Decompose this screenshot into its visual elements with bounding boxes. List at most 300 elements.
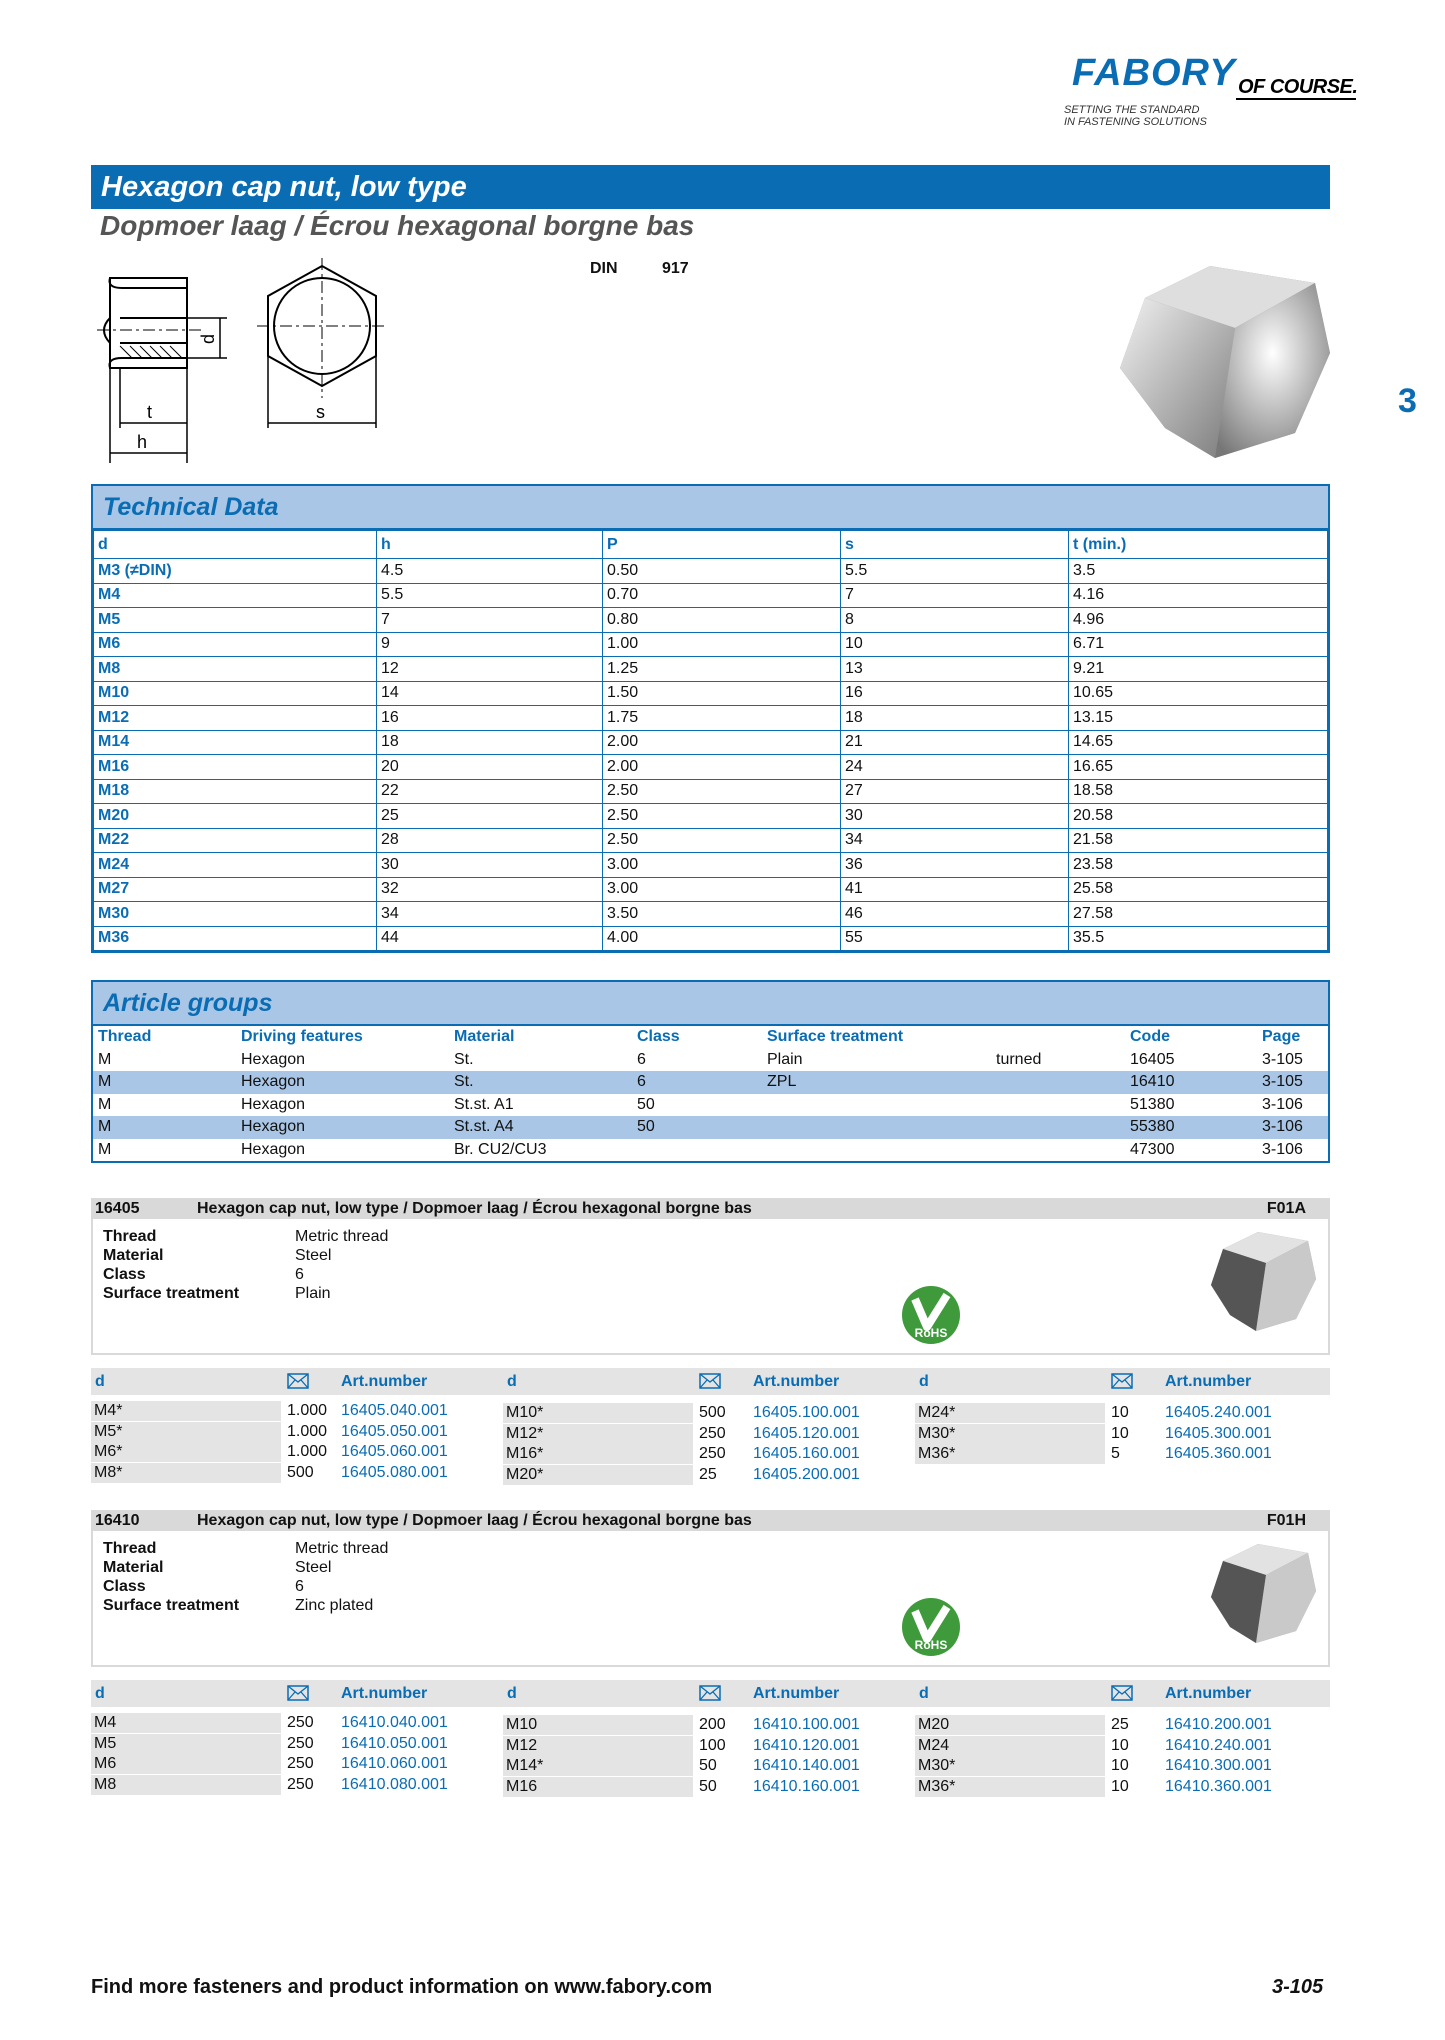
article-number-link[interactable]: 16410.100.001 <box>753 1716 860 1733</box>
fabory-logo <box>1062 52 1362 132</box>
page-title: Hexagon cap nut, low type <box>91 165 1330 209</box>
article-number-link[interactable]: 16405.360.001 <box>1165 1445 1272 1462</box>
quantity-cell: 10 <box>1111 1404 1129 1421</box>
table-cell: 7 <box>841 583 1069 608</box>
technical-data-section <box>91 484 1330 953</box>
table-cell: St. <box>454 1050 474 1068</box>
table-cell: 44 <box>377 926 603 951</box>
table-cell: 6.71 <box>1069 632 1328 657</box>
table-cell: M22 <box>94 828 377 853</box>
article-number-link[interactable]: 16405.160.001 <box>753 1445 860 1462</box>
table-cell: 3-105 <box>1257 1071 1328 1094</box>
quantity-cell: 250 <box>287 1775 314 1793</box>
column-label-d: d <box>507 1373 517 1390</box>
article-number-link[interactable]: 16405.300.001 <box>1165 1424 1272 1442</box>
table-row <box>94 902 1328 927</box>
table-cell: 3.00 <box>603 853 841 878</box>
article-column-header <box>503 1368 915 1395</box>
table-cell: M20 <box>94 804 377 829</box>
article-number-link[interactable]: 16410.300.001 <box>1165 1757 1272 1774</box>
size-cell: M8 <box>91 1775 281 1795</box>
table-cell: 16.65 <box>1069 755 1328 780</box>
spec-key: Surface treatment <box>103 1285 240 1302</box>
table-cell <box>991 1139 1125 1162</box>
table-row[interactable] <box>93 1116 1328 1139</box>
table-row <box>94 779 1328 804</box>
table-cell: 2.50 <box>603 804 841 829</box>
nut-photo <box>1115 258 1335 468</box>
table-cell: 10.65 <box>1069 681 1328 706</box>
table-cell: M16 <box>94 755 377 780</box>
drawing-label-d: d <box>198 333 218 344</box>
article-number-link[interactable]: 16410.160.001 <box>753 1777 860 1795</box>
quantity-cell: 10 <box>1111 1757 1129 1774</box>
table-cell: 3-105 <box>1262 1050 1303 1068</box>
table-cell: Plain <box>767 1050 803 1068</box>
table-cell: 2.50 <box>603 828 841 853</box>
quantity-cell: 250 <box>287 1714 314 1731</box>
column-header: Material <box>454 1028 515 1046</box>
table-cell: M3 (≠DIN) <box>94 559 377 584</box>
quantity-cell: 250 <box>699 1445 726 1462</box>
column-label-art: Art.number <box>341 1373 428 1390</box>
article-number-link[interactable]: 16405.200.001 <box>753 1465 860 1483</box>
spec-value: 6 <box>295 1578 304 1595</box>
article-column-header <box>91 1680 503 1707</box>
size-cell: M4 <box>91 1713 281 1733</box>
table-cell: 1.00 <box>603 632 841 657</box>
table-cell: M8 <box>94 657 377 682</box>
technical-data-table <box>93 530 1328 951</box>
table-cell: M14 <box>94 730 377 755</box>
table-cell: 9 <box>377 632 603 657</box>
table-cell: 2.00 <box>603 755 841 780</box>
quantity-cell: 1.000 <box>287 1443 328 1460</box>
size-cell: M6 <box>91 1754 281 1774</box>
table-cell <box>762 1094 991 1117</box>
size-cell: M24 <box>915 1736 1105 1756</box>
spec-value: Metric thread <box>295 1228 389 1245</box>
table-cell: 51380 <box>1130 1095 1175 1113</box>
table-cell <box>991 1071 1125 1094</box>
table-cell: 30 <box>377 853 603 878</box>
table-row <box>94 853 1328 878</box>
table-cell: M <box>93 1116 236 1139</box>
table-cell: 14 <box>377 681 603 706</box>
table-cell: M6 <box>94 632 377 657</box>
table-row <box>94 926 1328 951</box>
table-cell: 21 <box>841 730 1069 755</box>
table-cell: Hexagon <box>241 1050 306 1068</box>
envelope-icon <box>699 1685 721 1701</box>
table-cell: 46 <box>841 902 1069 927</box>
table-cell: 10 <box>841 632 1069 657</box>
table-cell: 50 <box>637 1095 655 1113</box>
table-cell: 2.50 <box>603 779 841 804</box>
table-cell: Br. CU2/CU3 <box>454 1140 547 1158</box>
article-number-link[interactable]: 16410.050.001 <box>341 1734 448 1752</box>
table-cell: M30 <box>94 902 377 927</box>
table-cell: 18 <box>377 730 603 755</box>
column-header: Surface treatment <box>767 1028 904 1046</box>
table-cell <box>762 1116 991 1139</box>
column-header: h <box>377 531 603 559</box>
table-cell: 35.5 <box>1069 926 1328 951</box>
table-cell: 1.25 <box>603 657 841 682</box>
column-header: Thread <box>98 1028 152 1046</box>
size-cell: M30* <box>915 1756 1105 1776</box>
product-title: Hexagon cap nut, low type / Dopmoer laag / Écrou hexagonal borgne bas <box>197 1200 752 1217</box>
column-header: Page <box>1262 1028 1301 1046</box>
table-cell: M18 <box>94 779 377 804</box>
size-cell: M36* <box>915 1777 1105 1797</box>
table-cell: 22 <box>377 779 603 804</box>
drawing-label-h: h <box>137 432 148 452</box>
table-cell: 0.50 <box>603 559 841 584</box>
column-label-art: Art.number <box>1165 1373 1252 1390</box>
size-cell: M8* <box>91 1463 281 1483</box>
table-cell: 4.5 <box>377 559 603 584</box>
table-cell: 50 <box>632 1116 762 1139</box>
column-header: s <box>841 531 1069 559</box>
article-groups-table <box>93 1026 1328 1161</box>
table-cell <box>991 1116 1125 1139</box>
table-cell: 25 <box>377 804 603 829</box>
table-cell <box>762 1139 991 1162</box>
column-label-d: d <box>95 1685 105 1702</box>
table-cell: St.st. A4 <box>449 1116 632 1139</box>
table-cell: Hexagon <box>241 1095 306 1113</box>
table-cell: 5.5 <box>377 583 603 608</box>
table-cell: 1.75 <box>603 706 841 731</box>
spec-value: Metric thread <box>295 1540 389 1557</box>
page-number: 3-105 <box>1272 1976 1324 1998</box>
table-cell: 36 <box>841 853 1069 878</box>
table-row[interactable] <box>93 1139 1328 1162</box>
article-number-link[interactable]: 16410.240.001 <box>1165 1736 1272 1754</box>
table-cell: 27.58 <box>1069 902 1328 927</box>
table-cell: 0.70 <box>603 583 841 608</box>
size-cell: M16* <box>503 1444 693 1464</box>
article-number-link[interactable]: 16405.050.001 <box>341 1422 448 1440</box>
drawing-label-s: s <box>316 402 325 422</box>
table-cell: 23.58 <box>1069 853 1328 878</box>
product-nut-photo <box>1208 1227 1318 1337</box>
article-number-link[interactable]: 16410.140.001 <box>753 1757 860 1774</box>
table-row[interactable] <box>93 1071 1328 1094</box>
column-label-d: d <box>95 1373 105 1390</box>
column-label-d: d <box>507 1685 517 1702</box>
spec-key: Thread <box>103 1228 157 1245</box>
table-cell: 30 <box>841 804 1069 829</box>
table-cell: 3.50 <box>603 902 841 927</box>
table-cell: M5 <box>94 608 377 633</box>
article-number-link[interactable]: 16405.040.001 <box>341 1402 448 1419</box>
size-cell: M14* <box>503 1756 693 1776</box>
table-cell: 3-106 <box>1262 1140 1303 1158</box>
table-cell: turned <box>996 1050 1042 1068</box>
article-number-link[interactable]: 16405.060.001 <box>341 1443 448 1460</box>
article-number-link[interactable]: 16410.040.001 <box>341 1714 448 1731</box>
spec-key: Class <box>103 1266 146 1283</box>
article-number-link[interactable]: 16410.120.001 <box>753 1736 860 1754</box>
table-cell <box>991 1094 1125 1117</box>
table-row <box>94 583 1328 608</box>
size-cell: M20 <box>915 1715 1105 1735</box>
article-column-header <box>915 1680 1330 1707</box>
table-cell: 27 <box>841 779 1069 804</box>
article-column-header <box>503 1680 915 1707</box>
quantity-cell: 25 <box>1111 1716 1129 1733</box>
table-cell: 18.58 <box>1069 779 1328 804</box>
table-cell: 1.50 <box>603 681 841 706</box>
article-groups-heading: Article groups <box>93 982 1328 1026</box>
quantity-cell: 10 <box>1111 1736 1129 1754</box>
table-cell: M4 <box>94 583 377 608</box>
quantity-cell: 10 <box>1111 1777 1129 1795</box>
table-cell: 16 <box>377 706 603 731</box>
quantity-cell: 5 <box>1111 1445 1120 1462</box>
size-cell: M12 <box>503 1736 693 1756</box>
table-cell: 6 <box>637 1050 646 1068</box>
din-label: DIN <box>590 260 618 277</box>
table-cell: M <box>93 1071 236 1094</box>
table-cell <box>632 1139 762 1162</box>
product-header <box>91 1198 1330 1219</box>
table-cell: M27 <box>94 877 377 902</box>
quantity-cell: 50 <box>699 1777 717 1795</box>
envelope-icon <box>1111 1685 1133 1701</box>
table-cell: 25.58 <box>1069 877 1328 902</box>
article-column-header <box>915 1368 1330 1395</box>
table-cell: 14.65 <box>1069 730 1328 755</box>
table-cell: 3.00 <box>603 877 841 902</box>
table-cell: 21.58 <box>1069 828 1328 853</box>
size-cell: M20* <box>503 1465 693 1485</box>
table-cell: 55 <box>841 926 1069 951</box>
column-header: P <box>603 531 841 559</box>
envelope-icon <box>287 1373 309 1389</box>
table-cell: 4.96 <box>1069 608 1328 633</box>
spec-value: Plain <box>295 1285 331 1302</box>
table-cell: 47300 <box>1130 1140 1175 1158</box>
rohs-icon <box>901 1285 961 1345</box>
spec-key: Material <box>103 1247 164 1264</box>
spec-value: 6 <box>295 1266 304 1283</box>
logo-underline <box>1236 98 1356 100</box>
product-nut-photo <box>1208 1539 1318 1649</box>
spec-value: Steel <box>295 1247 332 1264</box>
column-header: Code <box>1130 1028 1170 1046</box>
table-cell: 34 <box>377 902 603 927</box>
size-cell: M5* <box>91 1422 281 1442</box>
spec-key: Material <box>103 1559 164 1576</box>
product-ref: F01A <box>1266 1200 1306 1217</box>
table-cell: Hexagon <box>241 1140 306 1158</box>
product-spec-box <box>91 1219 1330 1355</box>
table-cell: M <box>98 1095 112 1113</box>
rohs-icon <box>901 1597 961 1657</box>
table-cell: 9.21 <box>1069 657 1328 682</box>
table-cell: Hexagon <box>236 1116 449 1139</box>
table-row <box>94 755 1328 780</box>
quantity-cell: 25 <box>699 1465 717 1483</box>
table-cell: St. <box>449 1071 632 1094</box>
table-cell: M <box>98 1140 112 1158</box>
article-number-link[interactable]: 16405.240.001 <box>1165 1404 1272 1421</box>
table-cell: 24 <box>841 755 1069 780</box>
brand-slogan: OF COURSE. <box>1238 76 1358 98</box>
table-cell: 16410 <box>1125 1071 1257 1094</box>
table-row <box>94 632 1328 657</box>
article-number-link[interactable]: 16405.100.001 <box>753 1404 860 1421</box>
column-label-d: d <box>919 1373 929 1390</box>
article-number-link[interactable]: 16410.080.001 <box>341 1775 448 1793</box>
size-cell: M10* <box>503 1403 693 1423</box>
size-cell: M6* <box>91 1442 281 1462</box>
product-title: Hexagon cap nut, low type / Dopmoer laag / Écrou hexagonal borgne bas <box>197 1512 752 1529</box>
size-cell: M5 <box>91 1734 281 1754</box>
table-cell: 6 <box>632 1071 762 1094</box>
rohs-label: RoHS <box>914 1638 948 1652</box>
column-header <box>991 1026 1125 1049</box>
size-cell: M24* <box>915 1403 1105 1423</box>
table-row <box>94 706 1328 731</box>
table-cell: 18 <box>841 706 1069 731</box>
product-code: 16410 <box>95 1512 140 1529</box>
table-cell: M36 <box>94 926 377 951</box>
column-label-d: d <box>919 1685 929 1702</box>
rohs-label: RoHS <box>914 1326 948 1340</box>
brand-name: FABORY <box>1072 52 1236 94</box>
table-cell: 16 <box>841 681 1069 706</box>
table-cell: 4.16 <box>1069 583 1328 608</box>
table-cell: Hexagon <box>236 1071 449 1094</box>
table-cell: 34 <box>841 828 1069 853</box>
table-cell: 41 <box>841 877 1069 902</box>
product-code: 16405 <box>95 1200 140 1217</box>
table-cell: M24 <box>94 853 377 878</box>
column-header: t (min.) <box>1069 531 1328 559</box>
table-cell: 3.5 <box>1069 559 1328 584</box>
table-cell: 3-106 <box>1257 1116 1328 1139</box>
column-label-art: Art.number <box>1165 1685 1252 1702</box>
page-subtitle: Dopmoer laag / Écrou hexagonal borgne bas <box>100 210 695 241</box>
product-ref: F01H <box>1266 1512 1306 1529</box>
article-number-link[interactable]: 16405.120.001 <box>753 1424 860 1442</box>
tagline-line1: SETTING THE STANDARD <box>1064 104 1200 116</box>
quantity-cell: 100 <box>699 1736 726 1754</box>
table-row <box>94 559 1328 584</box>
size-cell: M36* <box>915 1444 1105 1464</box>
din-number: 917 <box>662 260 689 277</box>
quantity-cell: 500 <box>287 1463 314 1481</box>
quantity-cell: 200 <box>699 1716 726 1733</box>
technical-drawing <box>92 258 402 468</box>
table-cell: M <box>98 1050 112 1068</box>
spec-key: Thread <box>103 1540 157 1557</box>
table-header-row <box>93 1026 1328 1049</box>
brand-tagline <box>1064 104 1264 128</box>
table-cell: 28 <box>377 828 603 853</box>
chapter-marker: 3 <box>1398 382 1417 420</box>
article-number-link[interactable]: 16410.200.001 <box>1165 1716 1272 1733</box>
article-number-link[interactable]: 16410.060.001 <box>341 1755 448 1772</box>
table-cell: 12 <box>377 657 603 682</box>
table-row <box>94 877 1328 902</box>
table-row[interactable] <box>93 1094 1328 1117</box>
column-label-art: Art.number <box>753 1685 840 1702</box>
quantity-cell: 250 <box>699 1424 726 1442</box>
table-cell: M12 <box>94 706 377 731</box>
table-cell: M10 <box>94 681 377 706</box>
table-cell: 5.5 <box>841 559 1069 584</box>
size-cell: M10 <box>503 1715 693 1735</box>
column-header: Class <box>637 1028 680 1046</box>
table-cell: 20.58 <box>1069 804 1328 829</box>
table-cell: 2.00 <box>603 730 841 755</box>
table-cell: 55380 <box>1125 1116 1257 1139</box>
table-cell: 0.80 <box>603 608 841 633</box>
table-row <box>94 681 1328 706</box>
table-row <box>94 804 1328 829</box>
table-cell: 7 <box>377 608 603 633</box>
table-cell: 32 <box>377 877 603 902</box>
spec-value: Steel <box>295 1559 332 1576</box>
article-column-header <box>91 1368 503 1395</box>
quantity-cell: 250 <box>287 1734 314 1752</box>
table-row <box>94 608 1328 633</box>
quantity-cell: 250 <box>287 1755 314 1772</box>
table-cell: 16405 <box>1130 1050 1175 1068</box>
table-row <box>94 828 1328 853</box>
quantity-cell: 50 <box>699 1757 717 1774</box>
table-row <box>94 730 1328 755</box>
column-header: d <box>94 531 377 559</box>
article-number-link[interactable]: 16410.360.001 <box>1165 1777 1272 1795</box>
quantity-cell: 1.000 <box>287 1422 328 1440</box>
quantity-cell: 500 <box>699 1404 726 1421</box>
quantity-cell: 1.000 <box>287 1402 328 1419</box>
column-header: Driving features <box>241 1028 363 1046</box>
quantity-cell: 10 <box>1111 1424 1129 1442</box>
article-number-link[interactable]: 16405.080.001 <box>341 1463 448 1481</box>
envelope-icon <box>1111 1373 1133 1389</box>
table-cell: 13.15 <box>1069 706 1328 731</box>
spec-key: Surface treatment <box>103 1597 240 1614</box>
table-cell: 3-106 <box>1262 1095 1303 1113</box>
size-cell: M12* <box>503 1424 693 1444</box>
size-cell: M30* <box>915 1424 1105 1444</box>
size-cell: M16 <box>503 1777 693 1797</box>
technical-data-heading: Technical Data <box>93 486 1328 530</box>
table-cell: 20 <box>377 755 603 780</box>
drawing-label-t: t <box>147 402 153 422</box>
table-row[interactable] <box>93 1049 1328 1072</box>
column-label-art: Art.number <box>341 1685 428 1702</box>
table-cell: 8 <box>841 608 1069 633</box>
table-cell: St.st. A1 <box>454 1095 514 1113</box>
table-header-row <box>94 531 1328 559</box>
article-groups-section <box>91 980 1330 1163</box>
product-spec-box <box>91 1531 1330 1667</box>
table-cell: ZPL <box>762 1071 991 1094</box>
table-cell: 13 <box>841 657 1069 682</box>
footer-text: Find more fasteners and product information on www.fabory.com <box>91 1976 713 1998</box>
table-row <box>94 657 1328 682</box>
spec-key: Class <box>103 1578 146 1595</box>
table-cell: 4.00 <box>603 926 841 951</box>
